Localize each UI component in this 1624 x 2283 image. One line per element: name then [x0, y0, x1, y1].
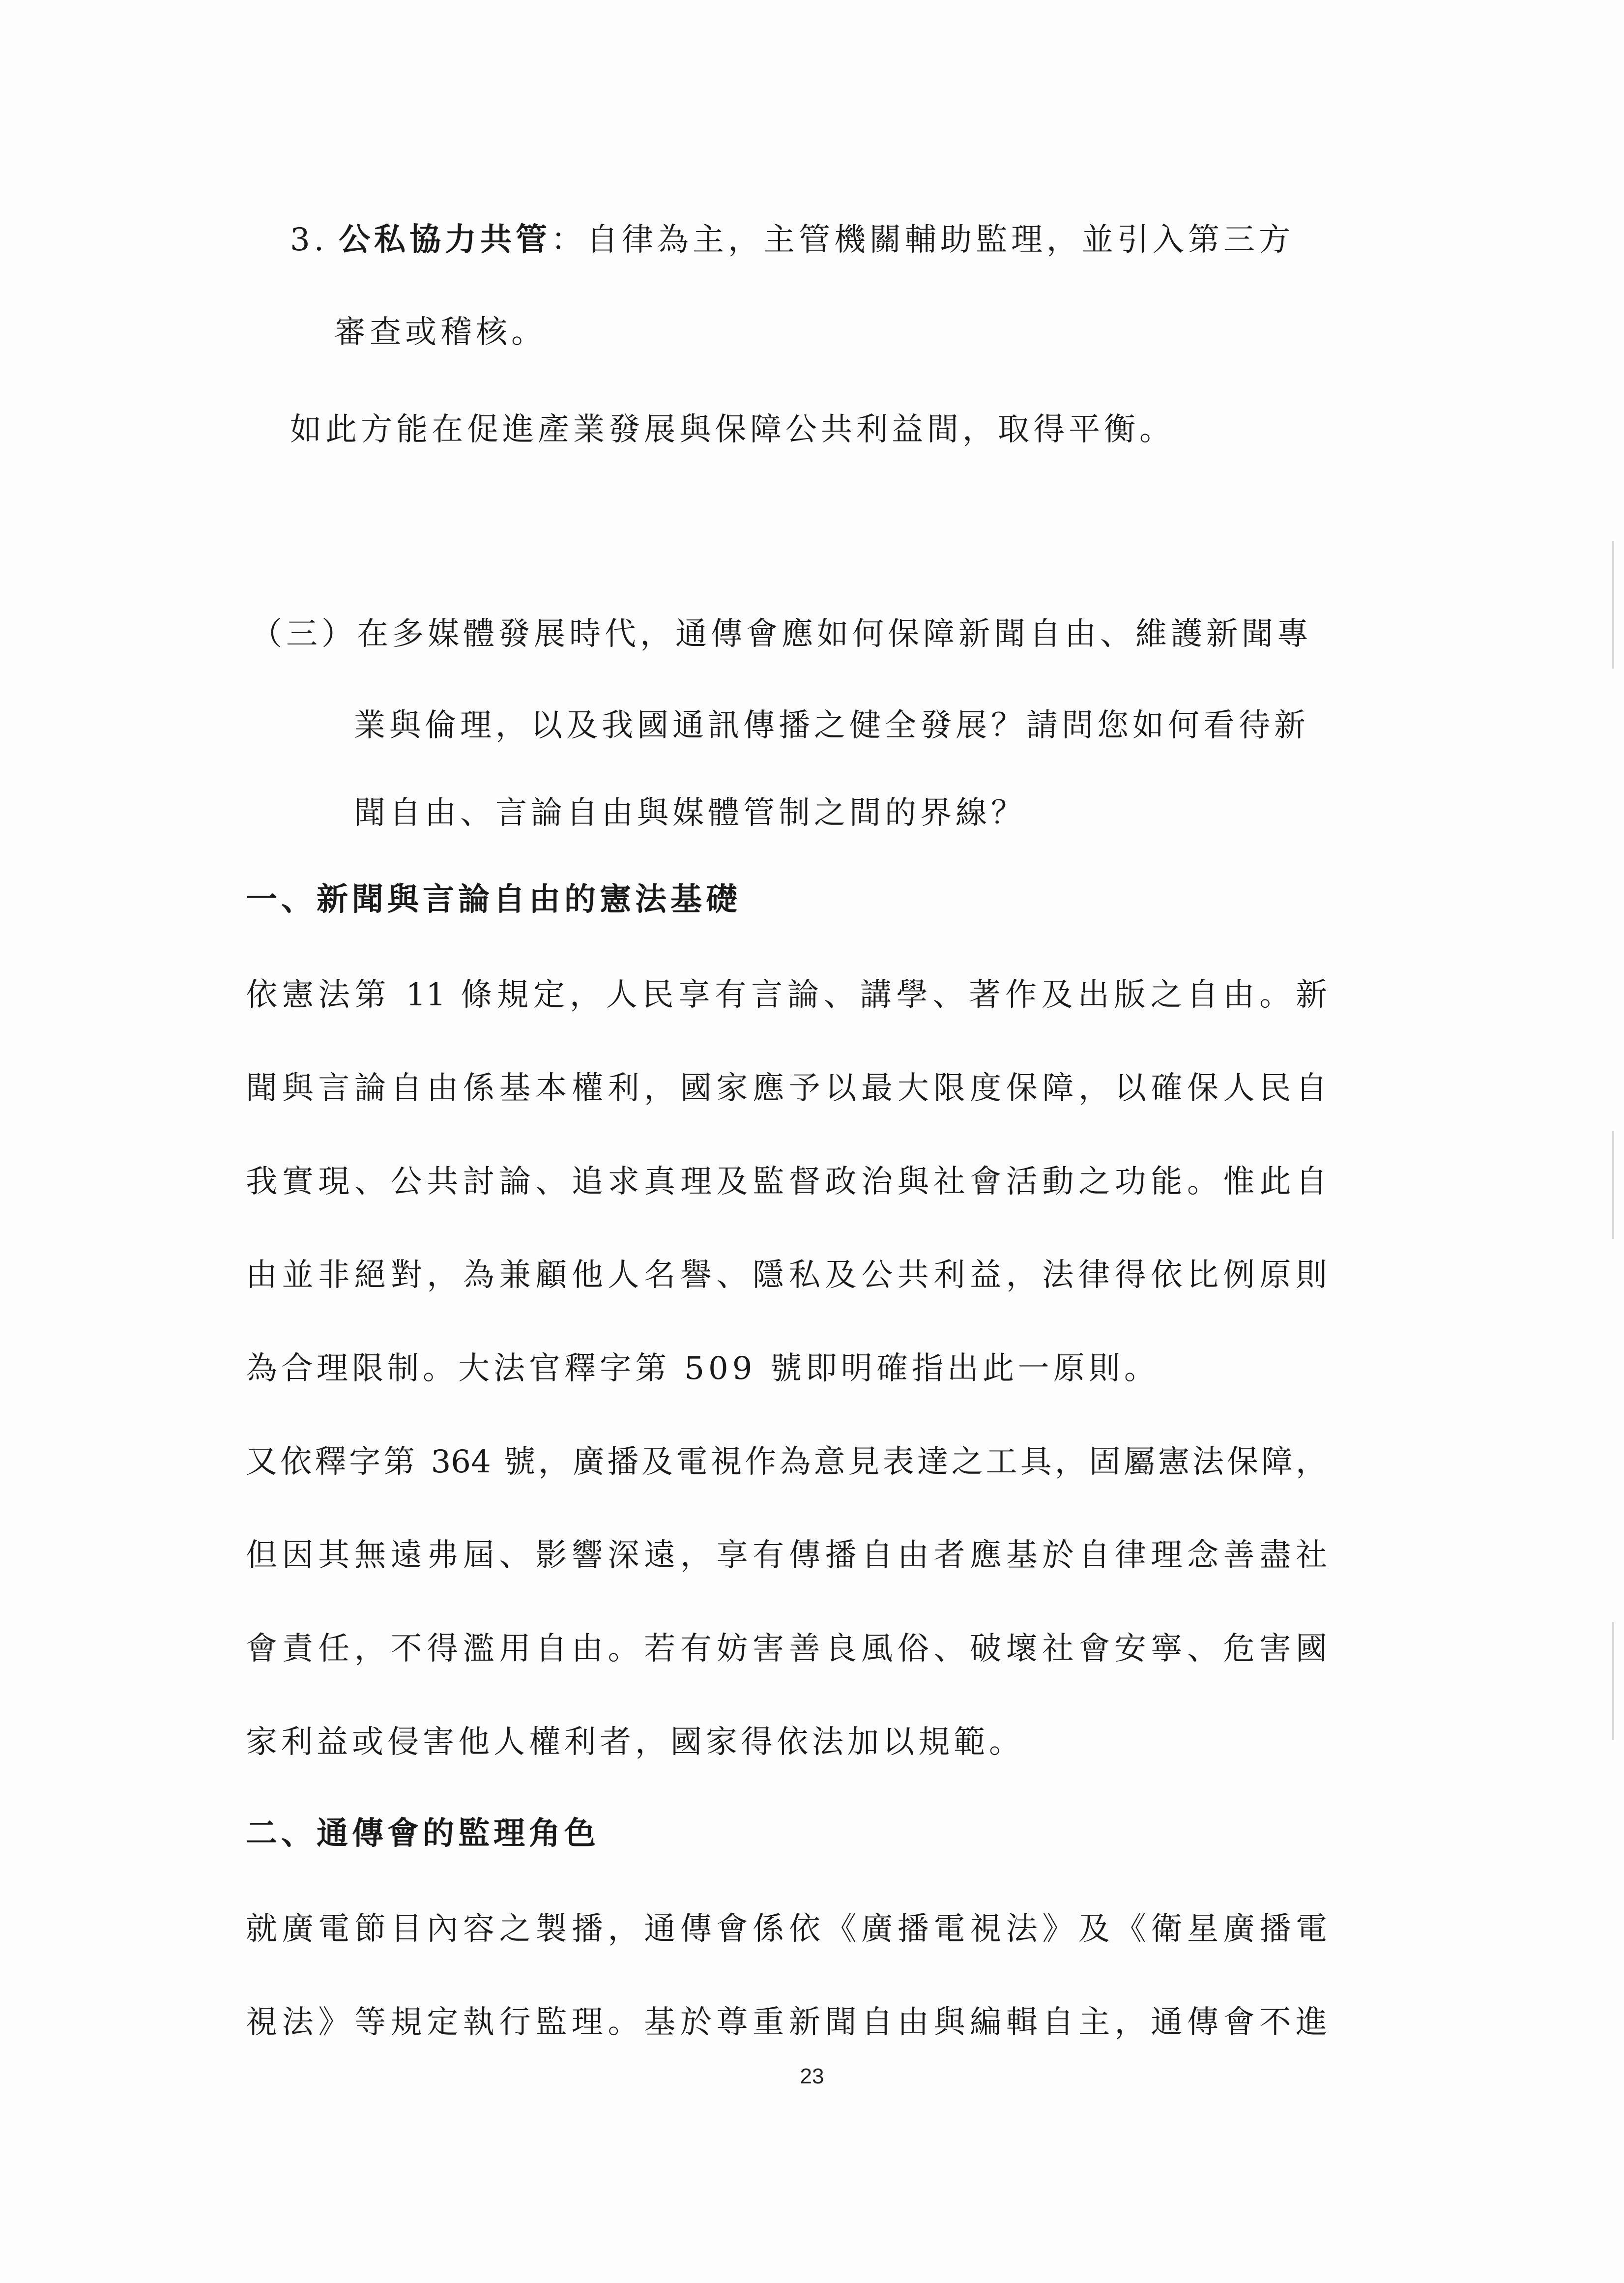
section-1-para-2-line-1: 又依釋字第 364 號，廣播及電視作為意見表達之工具，固屬憲法保障，: [246, 1444, 1327, 1480]
section-2-para-1-line-1: 就廣電節目內容之製播，通傳會係依《廣播電視法》及《衛星廣播電: [246, 1911, 1327, 1947]
section-1-para-1-line-5: 為合理限制。大法官釋字第 509 號即明確指出此一原則。: [246, 1350, 1160, 1387]
question-line-2: 業與倫理，以及我國通訊傳播之健全發展？請問您如何看待新: [354, 707, 1309, 744]
section-2-para-1-line-2: 視法》等規定執行監理。基於尊重新聞自由與編輯自主，通傳會不進: [246, 2004, 1327, 2041]
section-1-para-2-line-3: 會責任，不得濫用自由。若有妨害善良風俗、破壞社會安寧、危害國: [246, 1631, 1327, 1667]
section-1-para-1-line-2: 聞與言論自由係基本權利，國家應予以最大限度保障，以確保人民自: [246, 1070, 1327, 1107]
scan-edge-mark: [1612, 1622, 1614, 1740]
section-1-heading: 一、新聞與言論自由的憲法基礎: [246, 881, 741, 918]
scan-edge-mark: [1612, 541, 1614, 669]
section-2-heading: 二、通傳會的監理角色: [246, 1815, 600, 1852]
list-item-3-line-1: [290, 220, 1294, 260]
section-1-para-2-line-4: 家利益或侵害他人權利者，國家得依法加以規範。: [246, 1724, 1024, 1760]
list-item-3-line-2: 審查或稽核。: [334, 314, 547, 351]
page-number: 23: [800, 2064, 824, 2088]
section-1-para-2-line-2: 但因其無遠弗屆、影響深遠，享有傳播自由者應基於自律理念善盡社: [246, 1537, 1327, 1574]
list-item-heading: 公私協力共管: [339, 221, 551, 258]
section-1-para-1-line-4: 由並非絕對，為兼顧他人名譽、隱私及公共利益，法律得依比例原則: [246, 1257, 1327, 1293]
list-item-number: 3.: [290, 222, 328, 258]
summary-sentence: 如此方能在促進產業發展與保障公共利益間，取得平衡。: [290, 411, 1175, 448]
section-1-para-1-line-3: 我實現、公共討論、追求真理及監督政治與社會活動之功能。惟此自: [246, 1164, 1327, 1200]
question-line-3: 聞自由、言論自由與媒體管制之間的界線？: [354, 795, 1026, 831]
list-item-text: ：自律為主，主管機關輔助監理，並引入第三方: [551, 222, 1295, 258]
question-line-1: （三）在多媒體發展時代，通傳會應如何保障新聞自由、維護新聞專: [251, 616, 1312, 652]
scan-edge-mark: [1612, 1131, 1614, 1239]
section-1-para-1-line-1: 依憲法第 11 條規定，人民享有言論、講學、著作及出版之自由。新: [246, 977, 1327, 1013]
